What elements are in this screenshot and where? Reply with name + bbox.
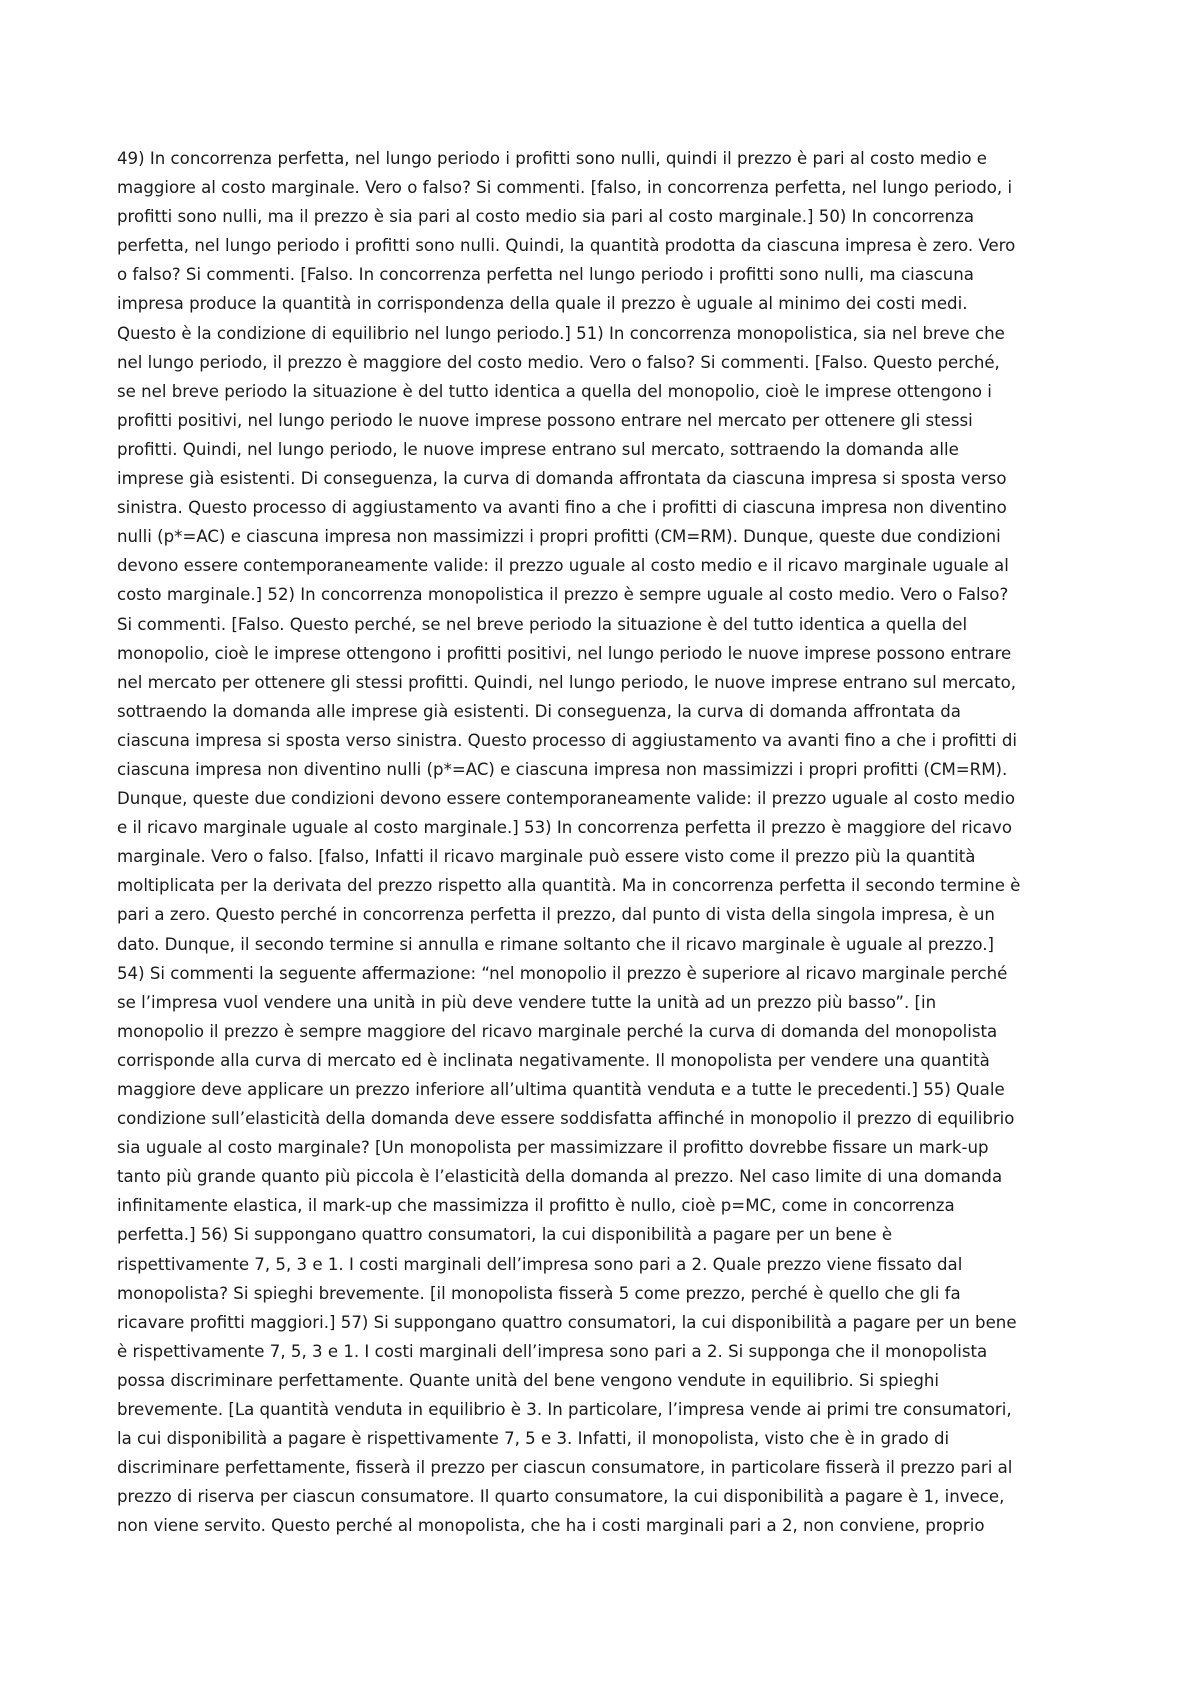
text-line: discriminare perfettamente, fisserà il prezzo per ciascun consumatore, in particolare fisserà il prezzo pari al <box>117 1458 1013 1478</box>
text-line: Dunque, queste due condizioni devono essere contemporaneamente valide: il prezzo uguale al costo medio <box>117 789 1016 809</box>
text-line: non viene servito. Questo perché al monopolista, che ha i costi marginali pari a 2, non conviene, proprio <box>117 1516 985 1536</box>
text-line: è rispettivamente 7, 5, 3 e 1. I costi marginali dell’impresa sono pari a 2. Si supponga che il monopolista <box>117 1341 988 1361</box>
text-line: se l’impresa vuol vendere una unità in più deve vendere tutte la unità ad un prezzo più basso”. [in <box>117 992 937 1012</box>
text-line: maggiore al costo marginale. Vero o falso? Si commenti. [falso, in concorrenza perfetta, nel lungo periodo, i <box>117 178 1013 198</box>
text-line: sinistra. Questo processo di aggiustamento va avanti fino a che i profitti di ciascuna impresa non diventino <box>117 498 1007 518</box>
text-line: se nel breve periodo la situazione è del tutto identica a quella del monopolio, cioè le imprese ottengono i <box>117 381 992 401</box>
text-line: sottraendo la domanda alle imprese già esistenti. Di conseguenza, la curva di domanda affrontata da <box>117 701 961 721</box>
text-line: o falso? Si commenti. [Falso. In concorrenza perfetta nel lungo periodo i profitti sono nulli, ma ciascuna <box>117 265 974 285</box>
text-line: moltiplicata per la derivata del prezzo rispetto alla quantità. Ma in concorrenza perfetta il secondo termine è <box>117 876 1021 896</box>
text-line: ciascuna impresa si sposta verso sinistra. Questo processo di aggiustamento va avanti fino a che i profitti di <box>117 730 1017 750</box>
text-line: 49) In concorrenza perfetta, nel lungo periodo i profitti sono nulli, quindi il prezzo è pari al costo medio e <box>117 149 987 168</box>
text-line: marginale. Vero o falso. [falso, Infatti il ricavo marginale può essere visto come il prezzo più la quantità <box>117 847 976 867</box>
text-line: tanto più grande quanto più piccola è l’elasticità della domanda al prezzo. Nel caso limite di una domanda <box>117 1167 1003 1187</box>
text-line: nel lungo periodo, il prezzo è maggiore del costo medio. Vero o falso? Si commenti. [Falso. Questo perché, <box>117 352 1000 372</box>
text-line: e il ricavo marginale uguale al costo marginale.] 53) In concorrenza perfetta il prezzo è maggiore del ricavo <box>117 818 1013 838</box>
text-line: profitti sono nulli, ma il prezzo è sia pari al costo medio sia pari al costo marginale.] 50) In concorrenza <box>117 207 975 227</box>
text-line: nulli (p*=AC) e ciascuna impresa non massimizzi i propri profitti (CM=RM). Dunque, queste due condizioni <box>117 527 1001 547</box>
text-line: Questo è la condizione di equilibrio nel lungo periodo.] 51) In concorrenza monopolistica, sia nel breve che <box>117 323 1005 343</box>
text-line: la cui disponibilità a pagare è rispettivamente 7, 5 e 3. Infatti, il monopolista, visto che è in grado di <box>117 1429 950 1449</box>
text-line: corrisponde alla curva di mercato ed è inclinata negativamente. Il monopolista per vendere una quantità <box>117 1050 990 1070</box>
text-line: ricavare profitti maggiori.] 57) Si suppongano quattro consumatori, la cui disponibilità a pagare per un bene <box>117 1312 1017 1332</box>
text-line: possa discriminare perfettamente. Quante unità del bene vengono vendute in equilibrio. Si spieghi <box>117 1370 940 1390</box>
text-line: profitti. Quindi, nel lungo periodo, le nuove imprese entrano sul mercato, sottraendo la domanda alle <box>117 439 959 459</box>
text-line: Si commenti. [Falso. Questo perché, se nel breve periodo la situazione è del tutto identica a quella del <box>117 614 968 634</box>
text-line: nel mercato per ottenere gli stessi profitti. Quindi, nel lungo periodo, le nuove imprese entrano sul mercato, <box>117 672 1017 692</box>
text-line: devono essere contemporaneamente valide: il prezzo uguale al costo medio e il ricavo marginale uguale al <box>117 556 1009 576</box>
text-line: ciascuna impresa non diventino nulli (p*=AC) e ciascuna impresa non massimizzi i propri profitti (CM=RM). <box>117 759 1008 779</box>
text-line: perfetta, nel lungo periodo i profitti sono nulli. Quindi, la quantità prodotta da ciascuna impresa è zero. Vero <box>117 236 1016 256</box>
body-text <box>117 144 1097 1541</box>
text-line: infinitamente elastica, il mark-up che massimizza il profitto è nullo, cioè p=MC, come in concorrenza <box>117 1196 955 1216</box>
text-line: costo marginale.] 52) In concorrenza monopolistica il prezzo è sempre uguale al costo medio. Vero o Falso? <box>117 585 1009 605</box>
text-line: rispettivamente 7, 5, 3 e 1. I costi marginali dell’impresa sono pari a 2. Quale prezzo viene fissato dal <box>117 1254 963 1274</box>
text-line: monopolista? Si spieghi brevemente. [il monopolista fisserà 5 come prezzo, perché è quello che gli fa <box>117 1283 961 1303</box>
text-line: monopolio, cioè le imprese ottengono i profitti positivi, nel lungo periodo le nuove imprese possono entrare <box>117 643 1012 663</box>
text-line: maggiore deve applicare un prezzo inferiore all’ultima quantità venduta e a tutte le precedenti.] 55) Quale <box>117 1080 1005 1099</box>
text-line: profitti positivi, nel lungo periodo le nuove imprese possono entrare nel mercato per ottenere gli stessi <box>117 410 973 430</box>
text-line: 54) Si commenti la seguente affermazione: “nel monopolio il prezzo è superiore al ricavo marginale perché <box>117 963 1008 983</box>
text-line: perfetta.] 56) Si suppongano quattro consumatori, la cui disponibilità a pagare per un bene è <box>117 1225 893 1245</box>
text-line: monopolio il prezzo è sempre maggiore del ricavo marginale perché la curva di domanda del monopolista <box>117 1021 998 1041</box>
text-line: pari a zero. Questo perché in concorrenza perfetta il prezzo, dal punto di vista della singola impresa, è un <box>117 905 995 925</box>
text-line: brevemente. [La quantità venduta in equilibrio è 3. In particolare, l’impresa vende ai primi tre consumatori, <box>117 1400 1012 1420</box>
text-line: dato. Dunque, il secondo termine si annulla e rimane soltanto che il ricavo marginale è uguale al prezzo.] <box>117 934 995 954</box>
text-line: prezzo di riserva per ciascun consumatore. Il quarto consumatore, la cui disponibilità a pagare è 1, invece, <box>117 1487 1005 1507</box>
text-line: impresa produce la quantità in corrispondenza della quale il prezzo è uguale al minimo dei costi medi. <box>117 294 968 314</box>
text-line: condizione sull’elasticità della domanda deve essere soddisfatta affinché in monopolio il prezzo di equilibrio <box>117 1109 1015 1129</box>
text-line: imprese già esistenti. Di conseguenza, la curva di domanda affrontata da ciascuna impresa si sposta verso <box>117 469 1007 489</box>
text-line: sia uguale al costo marginale? [Un monopolista per massimizzare il profitto dovrebbe fissare un mark-up <box>117 1138 989 1158</box>
